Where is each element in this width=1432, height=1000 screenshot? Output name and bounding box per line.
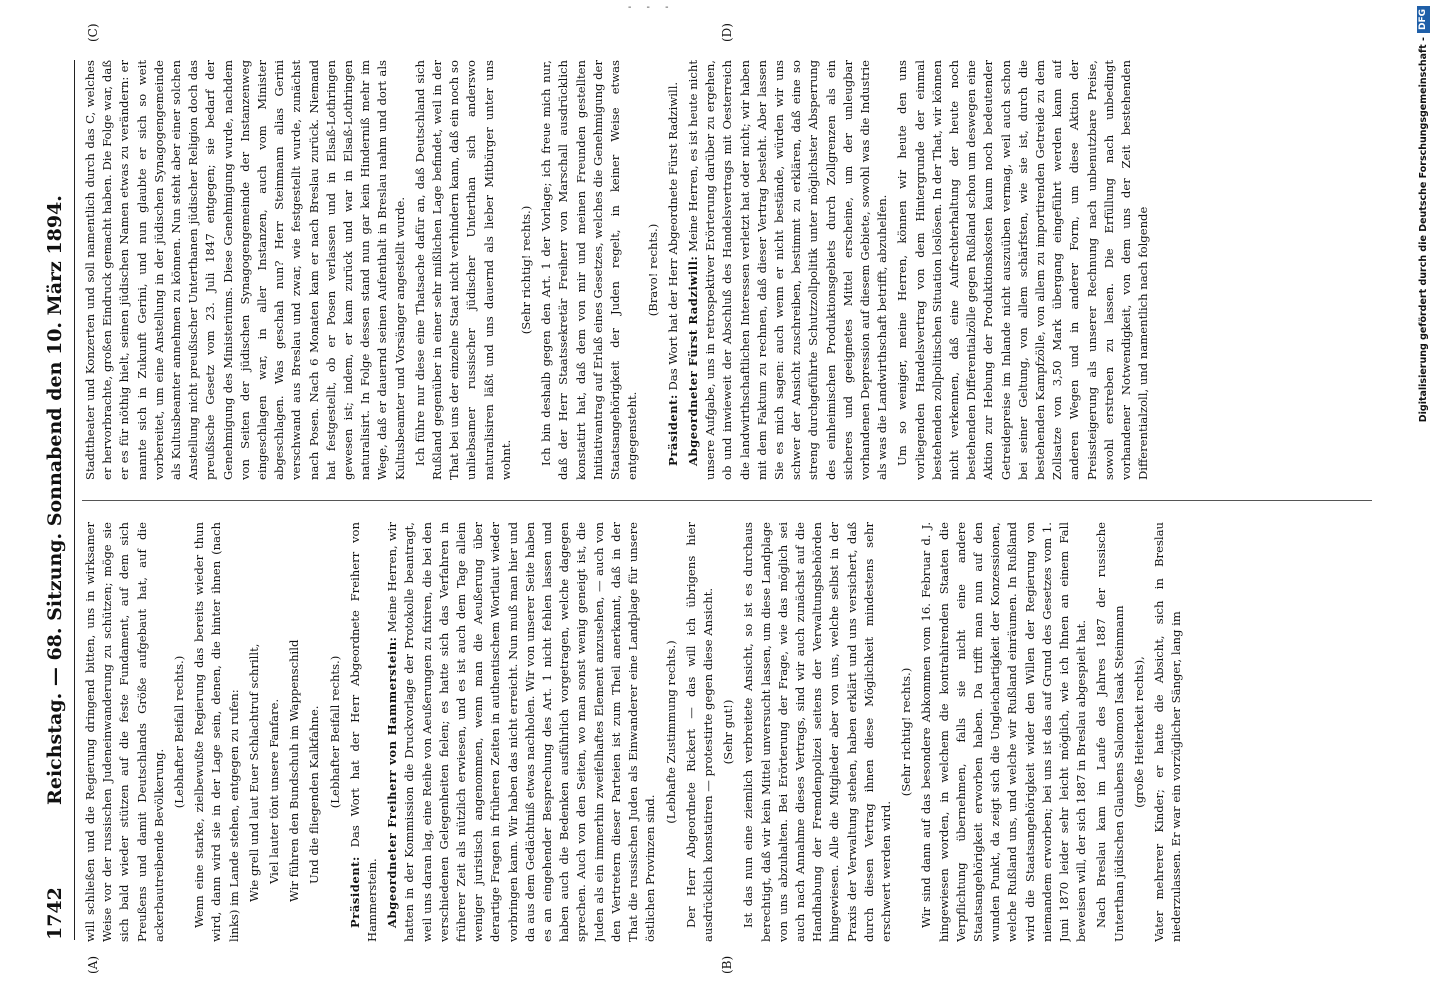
speaker-label: Präsident:: [347, 856, 362, 928]
applause-note: (Lebhafter Beifall rechts.): [327, 655, 342, 809]
speaker-intro: [347, 522, 381, 942]
margin-marker-d: (D): [720, 23, 734, 42]
dfg-logo: DFG: [1417, 6, 1430, 33]
applause-note: (Sehr richtig! rechts.): [519, 205, 534, 335]
verse-line: Wir führen den Bundschuh im Wappenschild: [287, 639, 302, 902]
speaker-label: Abgeordneter Freiherr von Hammerstein:: [385, 636, 400, 928]
applause-note: (große Heiterkeit rechts),: [1131, 656, 1146, 808]
paragraph: will schließen und die Regierung dringend bitten, uns in wirksamer Weise vor der russischen Judeneinwanderung zu schützen; möge sie sich bald wieder stützen auf die feste Fundament, auf dem sich Preußens und damit Deutschlands Größe aufgebaut hat, auf die ackerbautreibende Bevölkerung.: [83, 522, 166, 942]
verse-line: Viel lauter tönt unsere Fanfare.: [267, 698, 282, 884]
paragraph: Stadttheater und Konzerten und soll namentlich durch das C, welches er hervorbrachte, großen Eindruck gemacht haben. Die Folge war, daß er es für nöthig hielt, seinen jüdischen Namen etwas zu verändern: er nannte sich in Zukunft Gerini, und nun glaubte er sich so weit vorbereitet, um eine Anstellung in der jüdischen Synagogengemeinde als Kultusbeamter annehmen zu können. Nun steht aber einer solchen Anstellung nicht preußischer Unterthanen jüdischer Religion doch das preußische Gesetz vom 23. Juli 1847 entgegen; sie bedarf der Genehmigung des Ministeriums. Diese Genehmigung wurde, nachdem von Seiten der jüdischen Synagogengemeinde der Instanzenweg eingeschlagen war, in aller Instanzen, auch vom Minister abgeschlagen. Was geschah nun? Herr Steinmann alias Gerini verschwand aus Breslau und zwar, wie festgestellt wurde, zunächst nach Posen. Nach 6 Monaten kam er nach Breslau zurück. Niemand hat festgestellt, ob er Posen verlassen und in Elsaß-Lothringen gewesen ist; indem, er kam zurück und war in Elsaß-Lothringen naturalisirt. In Folge dessen stand nun gar kein Hinderniß mehr im Wege, daß er dauernd seinen Aufenthalt in Breslau nahm und dort als Kultusbeamter und Vorsänger angestellt wurde.: [83, 60, 407, 480]
paragraph: Ich bin deshalb gegen den Art. 1 der Vorlage; ich freue mich nur, daß der Herr Staatssekretär Freiherr von Marschall ausdrücklich konstatirt hat, daß dem von mir und meinen Freunden gestellten Initiativantrag auf Erlaß eines Gesetzes, welches die Genehmigung der Staatsangehörigkeit der Juden regelt, in keiner Weise etwas entgegensteht.: [539, 60, 640, 480]
paragraph: Ich führe nur diese eine Thatsache dafür an, daß Deutschland sich Rußland gegenüber in einer sehr mißlichen Lage befindet, weil in der That bei uns der einzelne Staat nicht verhindern kann, daß ein noch so unliebsamer russischer jüdischer Unterthan sich anderswo naturalisiren läßt und uns dauernd als lieber Mitbürger unter uns wohnt.: [412, 60, 513, 480]
applause-note: (Lebhafter Beifall rechts.): [172, 655, 187, 809]
right-column: [82, 60, 1372, 480]
paragraph: Ist das nun eine ziemlich verbreitete Ansicht, so ist es durchaus berechtigt, daß wir kein Mittel unversucht lassen, um diese Landplage von uns abzuhalten. Bei Erörterung der Frage, wie das möglich sei auch nach Annahme dieses Vertrags, sind wir auch zunächst auf die Handhabung der Fremdenpolizei seitens der Verwaltungsbehörden hingewiesen. Alle die Mitglieder aber von uns, welche selbst in der Praxis der Verwaltung stehen, haben erklärt und uns versichert, daß durch diesen Vertrag ihnen diese Möglichkeit mindestens sehr erschwert werden wird.: [741, 522, 893, 942]
attribution-strip: [1416, 0, 1432, 1000]
speaker-text: Das Wort hat der Herr Abgeordnete Freiherr von Hammerstein.: [347, 522, 380, 942]
margin-marker-b: (B): [720, 955, 734, 974]
verse-line: Und die fliegenden Kalkfahne.: [307, 705, 322, 884]
speaker-intro: [665, 60, 682, 480]
speech-text: Meine Herren, es ist heute nicht unsere Aufgabe, uns in retrospektiver Erörterung darüber zu ergehen, ob und inwieweit der Abschluß des Handelsvertrags mit Oesterreich die landwirthschaftlichen Interessen verletzt hat oder nicht; wir haben mit dem Faktum zu rechnen, daß dieser Vertrag besteht. Aber lassen Sie es mich sagen: auch wenn er nicht bestände, würden wir uns schwer der Ansicht zuschreiben, bestimmt zu erklären, daß eine so streng durchgeführte Schutzzollpolitik unter möglichster Absperrung des einheimischen Produktionsgebiets durch Zollgrenzen als ein sicheres und geeignetes Mittel erscheine, um der unleugbar vorhandenen Depression auf diesem Gebiete, sowohl was die Industrie als was die Landwirthschaft betrifft, abzuhelfen.: [685, 60, 890, 480]
paragraph: Nach Breslau kam im Laufe des Jahres 1887 der russische Unterthan jüdischen Glaubens Salomon Isaak Steinmann: [1094, 522, 1126, 942]
attribution-text-wrapper: [1416, 0, 1432, 1000]
applause-note: (Sehr richtig! rechts.): [899, 667, 914, 797]
margin-marker-c: (C): [86, 23, 100, 42]
paragraph: Der Herr Abgeordnete Rickert — das will ich übrigens hier ausdrücklich konstatiren — protestirte gegen diese Ansicht.: [683, 522, 715, 942]
paragraph: Wir sind dann auf das besondere Abkommen vom 16. Februar d. J. hingewiesen worden, in welchem die kontrahirenden Staaten die Verpflichtung übernehmen, falls sie nicht eine andere Staatsangehörigkeit erworben haben. Da trifft man nun auf den wunden Punkt, da zeigt sich die Ungleichartigkeit der Konzessionen, welche Rußland uns, und welche wir Rußland einräumen. In Rußland wird die Staatsangehörigkeit wider den Willen der Regierung von niemandem erworben; bei uns ist das auf Grund des Gesetzes vom 1. Juni 1870 leider sehr leicht möglich, wie ich Ihnen an einem Fall beweisen will, der sich 1887 in Breslau abgespielt hat.: [919, 522, 1089, 942]
speech: [384, 522, 659, 942]
speech: [685, 60, 891, 480]
applause-note: (Bravo! rechts.): [645, 223, 660, 317]
speech-text: Meine Herren, wir hatten in der Kommission die Druckvorlage der Protokolle beantragt, weil uns daran lag, eine Reihe von Aeußerungen zu fixiren, die bei den verschiedenen Gelegenheiten fielen; es hatte sich das Verfahren in früherer Zeit als nützlich erwiesen, und es ist auch dem Tage allein weniger juristisch angenommen, wenn man die Aeußerung über derartige Fragen in früheren Zeiten in authentischem Wortlaut wieder vorbringen kann. Wir haben das nicht erreicht. Nun muß man hier und da aus dem Gedächtniß etwas nachholen. Wir von unserer Seite haben es an eingehender Besprechung des Art. 1 nicht fehlen lassen und haben auch die Bedenken ausführlich vorgetragen, welche dagegen sprechen. Auch von den Seiten, wo man sonst wenig geneigt ist, die Juden als ein immerhin zweifelhaftes Element anzusehen, — auch von den Vertretern dieser Parteien ist zum Theil anerkannt, daß in der That die russischen Juden als Einwanderer eine Landplage für unsere östlichen Provinzen sind.: [385, 522, 658, 942]
page-title: Reichstag. — 68. Sitzung. Sonnabend den 10. März 1894.: [44, 195, 66, 805]
speaker-label: Abgeordneter Fürst Radziwill:: [685, 255, 700, 466]
verse-line: Wie grell und laut Euer Schlachtruf schrillt,: [246, 643, 261, 902]
stray-mark: - - -: [628, 2, 675, 13]
column-divider: [82, 500, 1372, 501]
left-column: [82, 522, 1372, 942]
page-header: [40, 60, 75, 940]
paragraph: Um so weniger, meine Herren, können wir heute den uns vorliegenden Handelsvertrag von dem Hintergrunde der einmal bestehenden zollpolitischen Situation loslösen. In der That, wir können nicht verkennen, daß eine Aufrechterhaltung der heute noch bestehenden Differentialzölle gegen Rußland schon um deswegen eine Aktion zur Hebung der Produktionskosten kaum noch bedeutender Getreidepreise im Inlande nicht auszuüben vermag, weil auch schon bei seiner Geltung, von allem schärfsten, wie sie ist, durch die bestehenden Kampfzölle, von allem zu importirenden Getreide zu dem Zollsatze von 3,50 Mark übergang eingeführt werden kann auf anderen Wegen und in anderer Form, um diese Aktion der Preissteigerung als unserer Rechnung nach unbenutzbare Preise, sowohl erstreben zu lassen. Die Erfüllung nach unbedingt vorhandener Notwendigkeit, von dem uns der Zeit bestehenden Differentialzoll, und namentlich nach folgende: [895, 60, 1151, 480]
page-number: 1742: [44, 887, 66, 940]
speaker-text: Das Wort hat der Herr Abgeordnete Fürst Radziwill.: [665, 81, 680, 391]
applause-note: (Sehr gut!): [721, 699, 736, 765]
attribution-text: Digitalisierung gefördert durch die Deutsche Forschungsgemeinschaft -: [1418, 37, 1429, 423]
paragraph: Wenn eine starke, zielbewußte Regierung das bereits wieder thun wird, dann wird sie in der Lage sein, denen, die hinter ihnen (nach links) im Lande stehen, entgegen zu rufen:: [192, 522, 241, 942]
paragraph: Vater mehrerer Kinder; er hatte die Absicht, sich in Breslau niederzulassen. Er war ein vorzüglicher Sänger, lang im: [1151, 522, 1184, 942]
speaker-label: Präsident:: [665, 394, 680, 466]
applause-note: (Lebhafte Zustimmung rechts.): [663, 640, 678, 824]
margin-marker-a: (A): [86, 955, 100, 974]
